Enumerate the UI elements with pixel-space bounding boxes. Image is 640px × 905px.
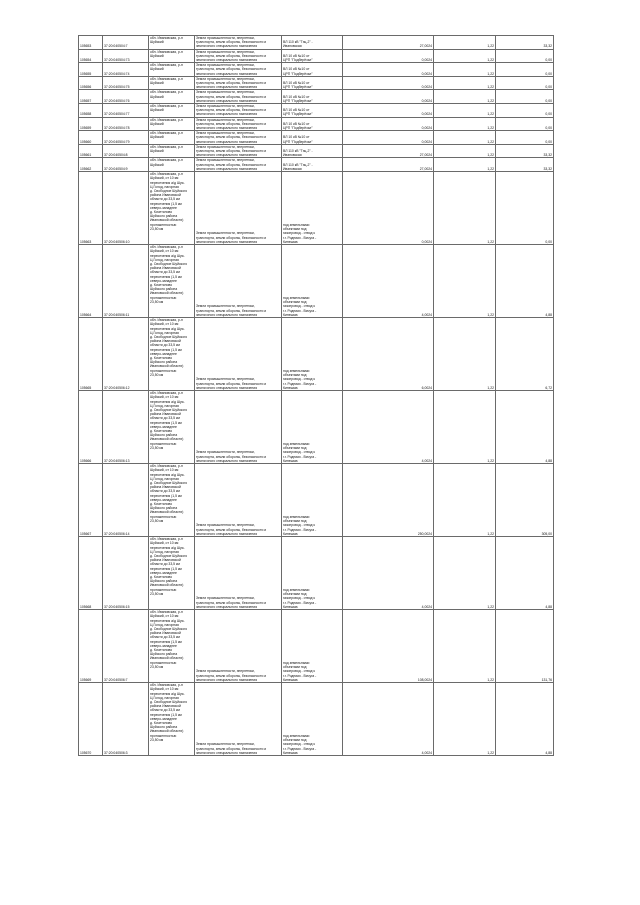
cell-id: 105656	[79, 76, 103, 90]
table-row	[79, 49, 554, 63]
cell-address: обл. Ивановская, р-н Шуйский	[149, 76, 195, 90]
cell-area: 4,0024	[343, 537, 434, 610]
cell-land-category: Земли промышленности, энергетики, транспорта, земли обороны, безопасности и земли иного специального назначения	[195, 104, 282, 118]
cell-cadastral-number: 37:20:040506:10	[103, 172, 149, 245]
cell-permitted-use: под земельными объектами под газопровод - отвод к г.г. Родники - Вичуга - Кинешма	[282, 464, 343, 537]
table-row	[79, 104, 554, 118]
cell-land-category: Земли промышленности, энергетики, транспорта, земли обороны, безопасности и земли иного специального назначения	[195, 76, 282, 90]
cell-rate: 1,22	[434, 36, 496, 50]
cell-rate: 1,22	[434, 63, 496, 77]
table-row	[79, 391, 554, 464]
cell-permitted-use: под земельными объектами под газопровод - отвод к г.г. Родники - Вичуга - Кинешма	[282, 245, 343, 318]
table-row	[79, 683, 554, 756]
cell-id: 105659	[79, 117, 103, 131]
cell-area: 4,0024	[343, 391, 434, 464]
cell-address: обл. Ивановская, р-н Шуйский	[149, 104, 195, 118]
cell-id: 105663	[79, 172, 103, 245]
cell-rate: 1,22	[434, 104, 496, 118]
cell-id: 105667	[79, 464, 103, 537]
table-row	[79, 36, 554, 50]
cell-area: 27,0024	[343, 36, 434, 50]
cell-id: 105668	[79, 537, 103, 610]
cell-area: 0,0024	[343, 172, 434, 245]
cell-land-category: Земли промышленности, энергетики, транспорта, земли обороны, безопасности и земли иного специального назначения	[195, 318, 282, 391]
cell-rate: 1,22	[434, 172, 496, 245]
cell-address: обл. Ивановская, р-н Шуйский, от 10 км пересечения а/д Шуя- Ц.Голод, нагорная д. Свободное Шуйского района Ивановской области до 33,5 км пересечения (1,5 км северо-западнее д. Кочетилово Шуйского района Ивановской области) протяженностью 23,50 км	[149, 391, 195, 464]
cell-area: 0,0024	[343, 76, 434, 90]
cell-id: 105658	[79, 104, 103, 118]
cell-area: 27,0024	[343, 158, 434, 172]
cell-sum: 0,00	[496, 63, 554, 77]
table-row	[79, 90, 554, 104]
cell-sum: 0,00	[496, 76, 554, 90]
cell-id: 105665	[79, 318, 103, 391]
cell-cadastral-number: 37:20:040506:7	[103, 610, 149, 683]
cell-rate: 1,22	[434, 117, 496, 131]
cell-land-category: Земли промышленности, энергетики, транспорта, земли обороны, безопасности и земли иного специального назначения	[195, 131, 282, 145]
cell-permitted-use: под земельными объектами под газопровод - отвод к г.г. Родники - Вичуга - Кинешма	[282, 537, 343, 610]
cell-land-category: Земли промышленности, энергетики, транспорта, земли обороны, безопасности и земли иного специального назначения	[195, 63, 282, 77]
cell-address: обл. Ивановская, р-н Шуйский	[149, 158, 195, 172]
cell-cadastral-number: 37:20:040506:14	[103, 464, 149, 537]
cell-cadastral-number: 37:20:040504:9	[103, 158, 149, 172]
cell-permitted-use: ВЛ 110 кВ "Тэц-2" - Ивановская	[282, 158, 343, 172]
cell-id: 105654	[79, 49, 103, 63]
cell-cadastral-number: 37:20:040504:73	[103, 49, 149, 63]
cell-rate: 1,22	[434, 76, 496, 90]
cell-id: 105653	[79, 36, 103, 50]
cell-land-category: Земли промышленности, энергетики, транспорта, земли обороны, безопасности и земли иного специального назначения	[195, 172, 282, 245]
cell-id: 105670	[79, 683, 103, 756]
cell-land-category: Земли промышленности, энергетики, транспорта, земли обороны, безопасности и земли иного специального назначения	[195, 90, 282, 104]
cell-id: 105661	[79, 144, 103, 158]
cell-land-category: Земли промышленности, энергетики, транспорта, земли обороны, безопасности и земли иного специального назначения	[195, 158, 282, 172]
cell-cadastral-number: 37:20:040504:79	[103, 131, 149, 145]
table-row	[79, 245, 554, 318]
cell-sum: 4,88	[496, 683, 554, 756]
cell-land-category: Земли промышленности, энергетики, транспорта, земли обороны, безопасности и земли иного специального назначения	[195, 36, 282, 50]
table-row	[79, 76, 554, 90]
cell-area: 0,0024	[343, 104, 434, 118]
cell-land-category: Земли промышленности, энергетики, транспорта, земли обороны, безопасности и земли иного специального назначения	[195, 49, 282, 63]
cell-rate: 1,22	[434, 391, 496, 464]
cell-id: 105669	[79, 610, 103, 683]
land-plots-table	[78, 35, 554, 756]
cell-cadastral-number: 37:20:040504:7	[103, 36, 149, 50]
cell-id: 105664	[79, 245, 103, 318]
cell-rate: 1,22	[434, 610, 496, 683]
cell-land-category: Земли промышленности, энергетики, транспорта, земли обороны, безопасности и земли иного специального назначения	[195, 683, 282, 756]
cell-address: обл. Ивановская, р-н Шуйский	[149, 131, 195, 145]
cell-sum: 33,32	[496, 144, 554, 158]
cell-cadastral-number: 37:20:040506:15	[103, 537, 149, 610]
cell-cadastral-number: 37:20:040504:74	[103, 63, 149, 77]
cell-address: обл. Ивановская, р-н Шуйский, от 10 км пересечения а/д Шуя- Ц.Голод, нагорная д. Свободное Шуйского района Ивановской области до 33,5 км пересечения (1,5 км северо-западнее д. Кочетилово Шуйского района Ивановской области) протяженностью 23,50 км	[149, 537, 195, 610]
table-row	[79, 610, 554, 683]
cell-permitted-use: под земельными объектами под газопровод - отвод к г.г. Родники - Вичуга - Кинешма	[282, 318, 343, 391]
cell-rate: 1,22	[434, 131, 496, 145]
cell-sum: 33,32	[496, 36, 554, 50]
cell-area: 0,0024	[343, 49, 434, 63]
table-row	[79, 63, 554, 77]
cell-cadastral-number: 37:20:040504:78	[103, 117, 149, 131]
cell-cadastral-number: 37:20:040504:75	[103, 76, 149, 90]
cell-permitted-use: под земельными объектами под газопровод - отвод к г.г. Родники - Вичуга - Кинешма	[282, 391, 343, 464]
cell-id: 105655	[79, 63, 103, 77]
cell-rate: 1,22	[434, 318, 496, 391]
cell-rate: 1,22	[434, 158, 496, 172]
cell-permitted-use: под земельными объектами под газопровод - отвод к г.г. Родники - Вичуга - Кинешма	[282, 610, 343, 683]
cell-address: обл. Ивановская, р-н Шуйский	[149, 90, 195, 104]
cell-permitted-use: ВЛ 110 кВ "Тэц-2" - Ивановская	[282, 36, 343, 50]
cell-land-category: Земли промышленности, энергетики, транспорта, земли обороны, безопасности и земли иного специального назначения	[195, 610, 282, 683]
cell-address: обл. Ивановская, р-н Шуйский	[149, 63, 195, 77]
cell-cadastral-number: 37:20:040506:13	[103, 391, 149, 464]
cell-sum: 0,00	[496, 117, 554, 131]
cell-address: обл. Ивановская, р-н Шуйский	[149, 144, 195, 158]
cell-sum: 0,00	[496, 172, 554, 245]
cell-cadastral-number: 37:20:040504:8	[103, 144, 149, 158]
cell-area: 27,0024	[343, 144, 434, 158]
table-row	[79, 172, 554, 245]
cell-address: обл. Ивановская, р-н Шуйский, от 10 км пересечения а/д Шуя- Ц.Голод, нагорная д. Свободное Шуйского района Ивановской области до 33,5 км пересечения (1,5 км северо-западнее д. Кочетилово Шуйского района Ивановской области) протяженностью 23,50 км	[149, 318, 195, 391]
cell-permitted-use: ВЛ 10 кВ №10 от ЦРП "Подберёзье"	[282, 131, 343, 145]
cell-id: 105666	[79, 391, 103, 464]
cell-cadastral-number: 37:20:040506:11	[103, 245, 149, 318]
cell-sum: 0,00	[496, 90, 554, 104]
cell-address: обл. Ивановская, р-н Шуйский	[149, 36, 195, 50]
table-row	[79, 117, 554, 131]
cell-permitted-use: ВЛ 10 кВ №10 от ЦРП "Подберёзье"	[282, 76, 343, 90]
cell-sum: 6,72	[496, 318, 554, 391]
table-body	[79, 36, 554, 756]
cell-land-category: Земли промышленности, энергетики, транспорта, земли обороны, безопасности и земли иного специального назначения	[195, 144, 282, 158]
cell-area: 0,0024	[343, 90, 434, 104]
cell-rate: 1,22	[434, 683, 496, 756]
cell-permitted-use: ВЛ 10 кВ №10 от ЦРП "Подберёзье"	[282, 90, 343, 104]
cell-land-category: Земли промышленности, энергетики, транспорта, земли обороны, безопасности и земли иного специального назначения	[195, 537, 282, 610]
cell-id: 105662	[79, 158, 103, 172]
cell-sum: 305,00	[496, 464, 554, 537]
cell-land-category: Земли промышленности, энергетики, транспорта, земли обороны, безопасности и земли иного специального назначения	[195, 391, 282, 464]
cell-address: обл. Ивановская, р-н Шуйский, от 10 км пересечения а/д Шуя- Ц.Голод, нагорная д. Свободное Шуйского района Ивановской области до 33,5 км пересечения (1,5 км северо-западнее д. Кочетилово Шуйского района Ивановской области) протяженностью 23,50 км	[149, 683, 195, 756]
cell-sum: 33,32	[496, 158, 554, 172]
cell-address: обл. Ивановская, р-н Шуйский, от 10 км пересечения а/д Шуя- Ц.Голод, нагорная д. Свободное Шуйского района Ивановской области до 33,5 км пересечения (1,5 км северо-западнее д. Кочетилово Шуйского района Ивановской области) протяженностью 23,50 км	[149, 172, 195, 245]
cell-land-category: Земли промышленности, энергетики, транспорта, земли обороны, безопасности и земли иного специального назначения	[195, 464, 282, 537]
cell-address: обл. Ивановская, р-н Шуйский	[149, 117, 195, 131]
table-row	[79, 537, 554, 610]
cell-id: 105660	[79, 131, 103, 145]
cell-cadastral-number: 37:20:040504:76	[103, 90, 149, 104]
cell-permitted-use: ВЛ 110 кВ "Тэц-2" - Ивановская	[282, 144, 343, 158]
cell-area: 4,0024	[343, 245, 434, 318]
cell-rate: 1,22	[434, 49, 496, 63]
cell-area: 4,0024	[343, 683, 434, 756]
cell-permitted-use: ВЛ 10 кВ №10 от ЦРП "Подберёзье"	[282, 104, 343, 118]
cell-sum: 0,00	[496, 49, 554, 63]
cell-permitted-use: ВЛ 10 кВ №10 от ЦРП "Подберёзье"	[282, 49, 343, 63]
cell-address: обл. Ивановская, р-н Шуйский, от 10 км пересечения а/д Шуя- Ц.Голод, нагорная д. Свободное Шуйского района Ивановской области до 33,5 км пересечения (1,5 км северо-западнее д. Кочетилово Шуйского района Ивановской области) протяженностью 23,50 км	[149, 245, 195, 318]
cell-permitted-use: под земельными объектами под газопровод - отвод к г.г. Родники - Вичуга - Кинешма	[282, 172, 343, 245]
cell-area: 250,0024	[343, 464, 434, 537]
cell-land-category: Земли промышленности, энергетики, транспорта, земли обороны, безопасности и земли иного специального назначения	[195, 245, 282, 318]
cell-permitted-use: ВЛ 10 кВ №10 от ЦРП "Подберёзье"	[282, 117, 343, 131]
cell-rate: 1,22	[434, 245, 496, 318]
cell-address: обл. Ивановская, р-н Шуйский, от 10 км пересечения а/д Шуя- Ц.Голод, нагорная д. Свободное Шуйского района Ивановской области до 33,5 км пересечения (1,5 км северо-западнее д. Кочетилово Шуйского района Ивановской области) протяженностью 23,50 км	[149, 464, 195, 537]
cell-rate: 1,22	[434, 464, 496, 537]
table-row	[79, 131, 554, 145]
cell-sum: 0,00	[496, 104, 554, 118]
cell-sum: 4,88	[496, 391, 554, 464]
cell-sum: 0,00	[496, 131, 554, 145]
cell-sum: 4,88	[496, 245, 554, 318]
cell-area: 0,0024	[343, 131, 434, 145]
cell-cadastral-number: 37:20:040504:77	[103, 104, 149, 118]
table-row	[79, 144, 554, 158]
cell-area: 0,0024	[343, 63, 434, 77]
cell-rate: 1,22	[434, 90, 496, 104]
cell-permitted-use: под земельными объектами под газопровод - отвод к г.г. Родники - Вичуга - Кинешма	[282, 683, 343, 756]
table-row	[79, 318, 554, 391]
table-row	[79, 464, 554, 537]
cell-address: обл. Ивановская, р-н Шуйский, от 10 км пересечения а/д Шуя- Ц.Голод, нагорная д. Свободное Шуйского района Ивановской области до 33,5 км пересечения (1,5 км северо-западнее д. Кочетилово Шуйского района Ивановской области) протяженностью 23,50 км	[149, 610, 195, 683]
cell-rate: 1,22	[434, 537, 496, 610]
cell-rate: 1,22	[434, 144, 496, 158]
cell-area: 6,0024	[343, 318, 434, 391]
cell-area: 108,0024	[343, 610, 434, 683]
cell-land-category: Земли промышленности, энергетики, транспорта, земли обороны, безопасности и земли иного специального назначения	[195, 117, 282, 131]
cell-area: 0,0024	[343, 117, 434, 131]
cell-address: обл. Ивановская, р-н Шуйский	[149, 49, 195, 63]
cell-id: 105657	[79, 90, 103, 104]
cell-sum: 4,88	[496, 537, 554, 610]
table-row	[79, 158, 554, 172]
cell-permitted-use: ВЛ 10 кВ №10 от ЦРП "Подберёзье"	[282, 63, 343, 77]
cell-cadastral-number: 37:20:040506:12	[103, 318, 149, 391]
cell-sum: 131,76	[496, 610, 554, 683]
cell-cadastral-number: 37:20:040506:3	[103, 683, 149, 756]
